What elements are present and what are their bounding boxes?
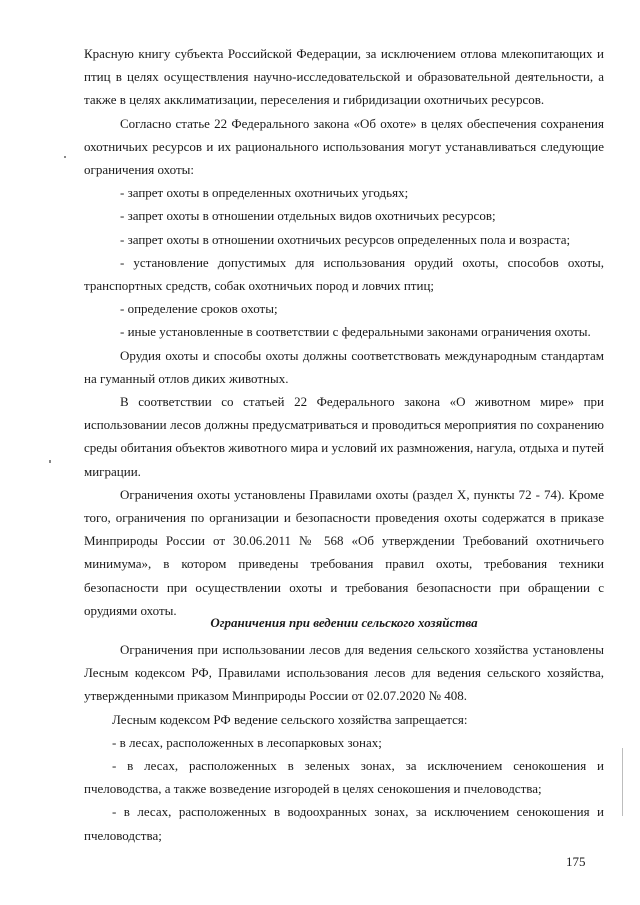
paragraph-hunting-law: Согласно статье 22 Федерального закона «Об охоте» в целях обеспечения сохранения охотничьих ресурсов и их рационального использования могут устанавливаться следующие ограничения охоты: xyxy=(84,115,604,178)
list-item: - в лесах, расположенных в зеленых зонах, за исключением сенокошения и пчеловодства, а также возведение изгородей в целях сенокошения и пчеловодства; xyxy=(84,758,604,797)
list-item: - запрет охоты в отношении отдельных видов охотничьих ресурсов; xyxy=(120,208,496,224)
scan-speck xyxy=(64,156,66,158)
list-item: - иные установленные в соответствии с федеральными законами ограничения охоты. xyxy=(120,324,591,340)
paragraph-agriculture-rules: Ограничения при использовании лесов для ведения сельского хозяйства установлены Лесным кодексом РФ, Правилами использования лесов для ведения сельского хозяйства, утвержденными приказом Минприроды России от 02.07.2020 № 408. xyxy=(84,642,604,704)
paragraph-hunting-tools: Орудия охоты и способы охоты должны соответствовать международным стандартам на гуманный отлов диких животных. xyxy=(84,347,604,386)
list-item: - в лесах, расположенных в лесопарковых зонах; xyxy=(112,734,382,750)
list-item: - определение сроков охоты; xyxy=(120,301,278,317)
text-block-hunting xyxy=(84,42,604,622)
list-item: - запрет охоты в отношении охотничьих ресурсов определенных пола и возраста; xyxy=(120,231,571,247)
list-item: - установление допустимых для использования орудий охоты, способов охоты, транспортных средств, собак охотничьих пород и ловчих птиц; xyxy=(84,254,604,294)
section-heading: Ограничения при ведении сельского хозяйства xyxy=(210,615,478,630)
paragraph-red-book: Красную книгу субъекта Российской Федерации, за исключением отлова млекопитающих и птиц в целях осуществления научно-исследовательской и образовательной деятельности, а также в целях акклиматизации, переселения и гибридизации охотничьих ресурсов. xyxy=(84,46,604,108)
paragraph-hunting-rules: Ограничения охоты установлены Правилами охоты (раздел X, пункты 72 - 74). Кроме того, ограничения по организации и безопасности проведения охоты содержатся в приказе Минприроды России от 30.06.2011 № 568 «Об утверждении Требований охотничьего минимума», в котором приведены требования правил охоты, требования техники безопасности при осуществлении охоты и требования безопасности при обращении с орудиями охоты. xyxy=(84,486,604,618)
text-block-agriculture xyxy=(84,638,604,847)
page-number: 175 xyxy=(566,854,586,869)
list-item: - в лесах, расположенных в водоохранных зонах, за исключением сенокошения и пчеловодства; xyxy=(84,804,604,843)
list-item: - запрет охоты в определенных охотничьих угодьях; xyxy=(120,185,409,201)
scan-speck xyxy=(49,460,51,463)
paragraph-forest-code: Лесным кодексом РФ ведение сельского хозяйства запрещается: xyxy=(112,711,468,727)
scan-edge-mark xyxy=(622,748,623,816)
paragraph-wildlife-law: В соответствии со статьей 22 Федерального закона «О животном мире» при использовании лесов должны предусматриваться и проводиться мероприятия по сохранению среды обитания объектов животного мира и условий их размножения, нагула, отдыха и путей миграции. xyxy=(84,394,604,479)
